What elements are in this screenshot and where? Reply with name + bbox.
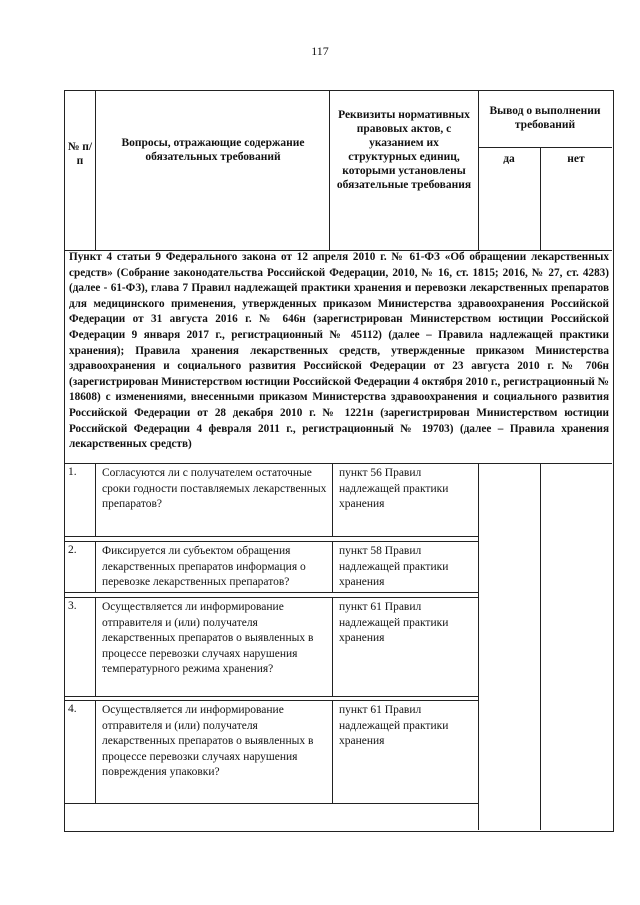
row-question: Осуществляется ли информирование отправителя и (или) получателя лекарственных препаратов о выявленных в процессе перевозки случаях нарушения повреждения упаковки? [102,704,314,778]
num-cell-frame [64,700,96,804]
row-number: 2. [68,544,77,556]
rule [478,90,479,250]
header-yes: да [503,153,515,165]
row-question: Согласуются ли с получателем остаточные сроки годности поставляемых лекарственных препаратов? [102,467,327,510]
row-question: Фиксируется ли субъектом обращения лекарственных препаратов информация о перевозке лекарственных препаратов? [102,545,306,588]
row-requisite: пункт 61 Правил надлежащей практики хранения [339,601,449,644]
row-number: 1. [68,466,77,478]
row-question: Осуществляется ли информирование отправителя и (или) получателя лекарственных препаратов о выявленных в процессе перевозки случаях нарушения температурного режима хранения? [102,601,314,675]
legal-basis-text: Пункт 4 статьи 9 Федерального закона от 12 апреля 2010 г. № 61-ФЗ «Об обращении лекарственных средств» (Собрание законодательства Российской Федерации, 2010, № 16, ст. 1815; 2016, № 27, ст. 4283) (далее - 61-ФЗ), глава 7 Правил надлежащей практики хранения и перевозки лекарственных препаратов для медицинского применения, утвержденных приказом Министерства здравоохранения Российской Федерации от 31 августа 2016 г. № 646н (зарегистрирован Министерством юстиции Российской Федерации 9 января 2017 г., регистрационный № 45112) (далее – Правила надлежащей практики хранения); Правила хранения лекарственных средств, утвержденные приказом Министерства здравоохранения и социального развития Российской Федерации от 23 августа 2010 г. № 706н (зарегистрирован Министерством юстиции Российской Федерации 4 октября 2010 г., регистрационный № 18608) с изменениями, внесенными приказом Министерства здравоохранения и социального развития Российской Федерации от 28 декабря 2010 г. № 1221н (зарегистрирован Министерством юстиции Российской Федерации 4 февраля 2011 г., регистрационный № 19703) (далее – Правила хранения лекарственных средств) [69,251,609,451]
header-requisites: Реквизиты нормативных правовых актов, с указанием их структурных единиц, которыми установлены обязательные требования [336,109,472,191]
rule [478,147,612,148]
page-number: 117 [311,44,329,58]
rule [540,463,541,830]
row-requisite: пункт 56 Правил надлежащей практики хранения [339,467,449,510]
header-question: Вопросы, отражающие содержание обязательных требований [121,137,305,163]
num-cell-frame [64,597,96,697]
row-requisite: пункт 58 Правил надлежащей практики хранения [339,545,449,588]
row-number: 3. [68,600,77,612]
header-conclusion: Вывод о выполнении требований [489,105,601,131]
row-number: 4. [68,703,77,715]
row-requisite: пункт 61 Правил надлежащей практики хранения [339,704,449,747]
rule [95,90,96,250]
header-no: нет [567,153,585,165]
rule [329,90,330,250]
header-num: № п/п [67,141,93,167]
